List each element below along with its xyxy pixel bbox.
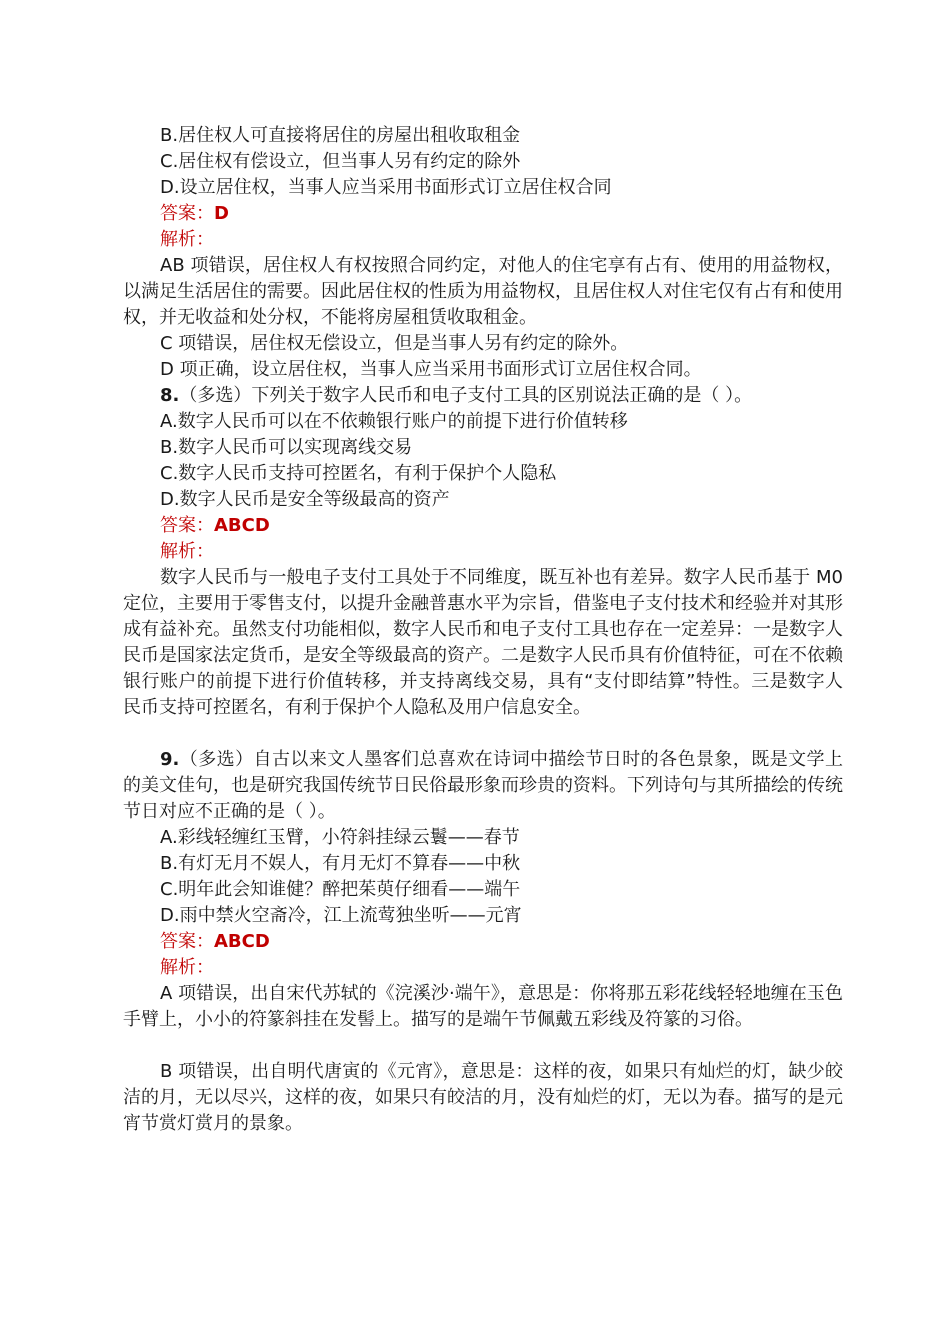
q9-option-d: D.雨中禁火空斋冷，江上流莺独坐听——元宵 bbox=[160, 905, 522, 926]
q9-option-a: A.彩线轻缠红玉臂，小符斜挂绿云鬟——春节 bbox=[160, 827, 520, 848]
spacer bbox=[123, 1033, 843, 1059]
answer-label: 答案： bbox=[160, 931, 214, 952]
q8-stem-text: （多选）下列关于数字人民币和电子支付工具的区别说法正确的是（ ）。 bbox=[179, 385, 753, 406]
answer-label: 答案： bbox=[160, 515, 214, 536]
q9-analysis-a: A 项错误，出自宋代苏轼的《浣溪沙·端午》，意思是：你将那五彩花线轻轻地缠在玉色手臂上，小小的符篆斜挂在发髻上。描写的是端午节佩戴五彩线及符篆的习俗。 bbox=[123, 983, 843, 1030]
answer-label: 答案： bbox=[160, 203, 214, 224]
q7-option-b: B.居住权人可直接将居住的房屋出租收取租金 bbox=[160, 125, 521, 146]
q7-option-d: D.设立居住权，当事人应当采用书面形式订立居住权合同 bbox=[160, 177, 612, 198]
q8-stem bbox=[123, 383, 843, 409]
q9-stem bbox=[123, 747, 843, 825]
q9-number: 9. bbox=[160, 749, 180, 770]
spacer bbox=[123, 721, 843, 747]
q8-analysis-label: 解析： bbox=[160, 541, 214, 562]
q7-analysis-ab: AB 项错误，居住权人有权按照合同约定，对他人的住宅享有占有、使用的用益物权，以满足生活居住的需要。因此居住权的性质为用益物权，且居住权人对住宅仅有占有和使用权，并无收益和处分权，不能将房屋租赁收取租金。 bbox=[123, 255, 843, 328]
q7-answer bbox=[123, 201, 843, 227]
q7-analysis-c: C 项错误，居住权无偿设立，但是当事人另有约定的除外。 bbox=[160, 333, 629, 354]
q9-option-b: B.有灯无月不娱人，有月无灯不算春——中秋 bbox=[160, 853, 521, 874]
q9-answer bbox=[123, 929, 843, 955]
q8-answer bbox=[123, 513, 843, 539]
q9-stem-text: （多选）自古以来文人墨客们总喜欢在诗词中描绘节日时的各色景象，既是文学上的美文佳句，也是研究我国传统节日民俗最形象而珍贵的资料。下列诗句与其所描绘的传统节日对应不正确的是（ ）。 bbox=[123, 749, 843, 822]
q8-option-d: D.数字人民币是安全等级最高的资产 bbox=[160, 489, 450, 510]
q8-analysis: 数字人民币与一般电子支付工具处于不同维度，既互补也有差异。数字人民币基于 M0 定位，主要用于零售支付，以提升金融普惠水平为宗旨，借鉴电子支付技术和经验并对其形成有益补充。虽然支付功能相似，数字人民币和电子支付工具也存在一定差异：一是数字人民币是国家法定货币，是安全等级最高的资产。二是数字人民币具有价值特征，可在不依赖银行账户的前提下进行价值转移，并支持离线交易，具有“支付即结算”特性。三是数字人民币支持可控匿名，有利于保护个人隐私及用户信息安全。 bbox=[123, 567, 843, 718]
q8-option-b: B.数字人民币可以实现离线交易 bbox=[160, 437, 413, 458]
q7-analysis-d: D 项正确，设立居住权，当事人应当采用书面形式订立居住权合同。 bbox=[160, 359, 702, 380]
q7-analysis-label: 解析： bbox=[160, 229, 214, 250]
answer-value: ABCD bbox=[214, 931, 270, 952]
q9-option-c: C.明年此会知谁健？醉把茱萸仔细看——端午 bbox=[160, 879, 521, 900]
document-content bbox=[123, 123, 843, 1137]
answer-value: D bbox=[214, 203, 229, 224]
q9-analysis-label: 解析： bbox=[160, 957, 214, 978]
q8-number: 8. bbox=[160, 385, 180, 406]
q8-option-a: A.数字人民币可以在不依赖银行账户的前提下进行价值转移 bbox=[160, 411, 628, 432]
q7-option-c: C.居住权有偿设立，但当事人另有约定的除外 bbox=[160, 151, 521, 172]
q8-option-c: C.数字人民币支持可控匿名，有利于保护个人隐私 bbox=[160, 463, 557, 484]
q9-analysis-b: B 项错误，出自明代唐寅的《元宵》，意思是：这样的夜，如果只有灿烂的灯，缺少皎洁的月，无以尽兴，这样的夜，如果只有皎洁的月，没有灿烂的灯，无以为春。描写的是元宵节赏灯赏月的景象。 bbox=[123, 1061, 843, 1134]
answer-value: ABCD bbox=[214, 515, 270, 536]
